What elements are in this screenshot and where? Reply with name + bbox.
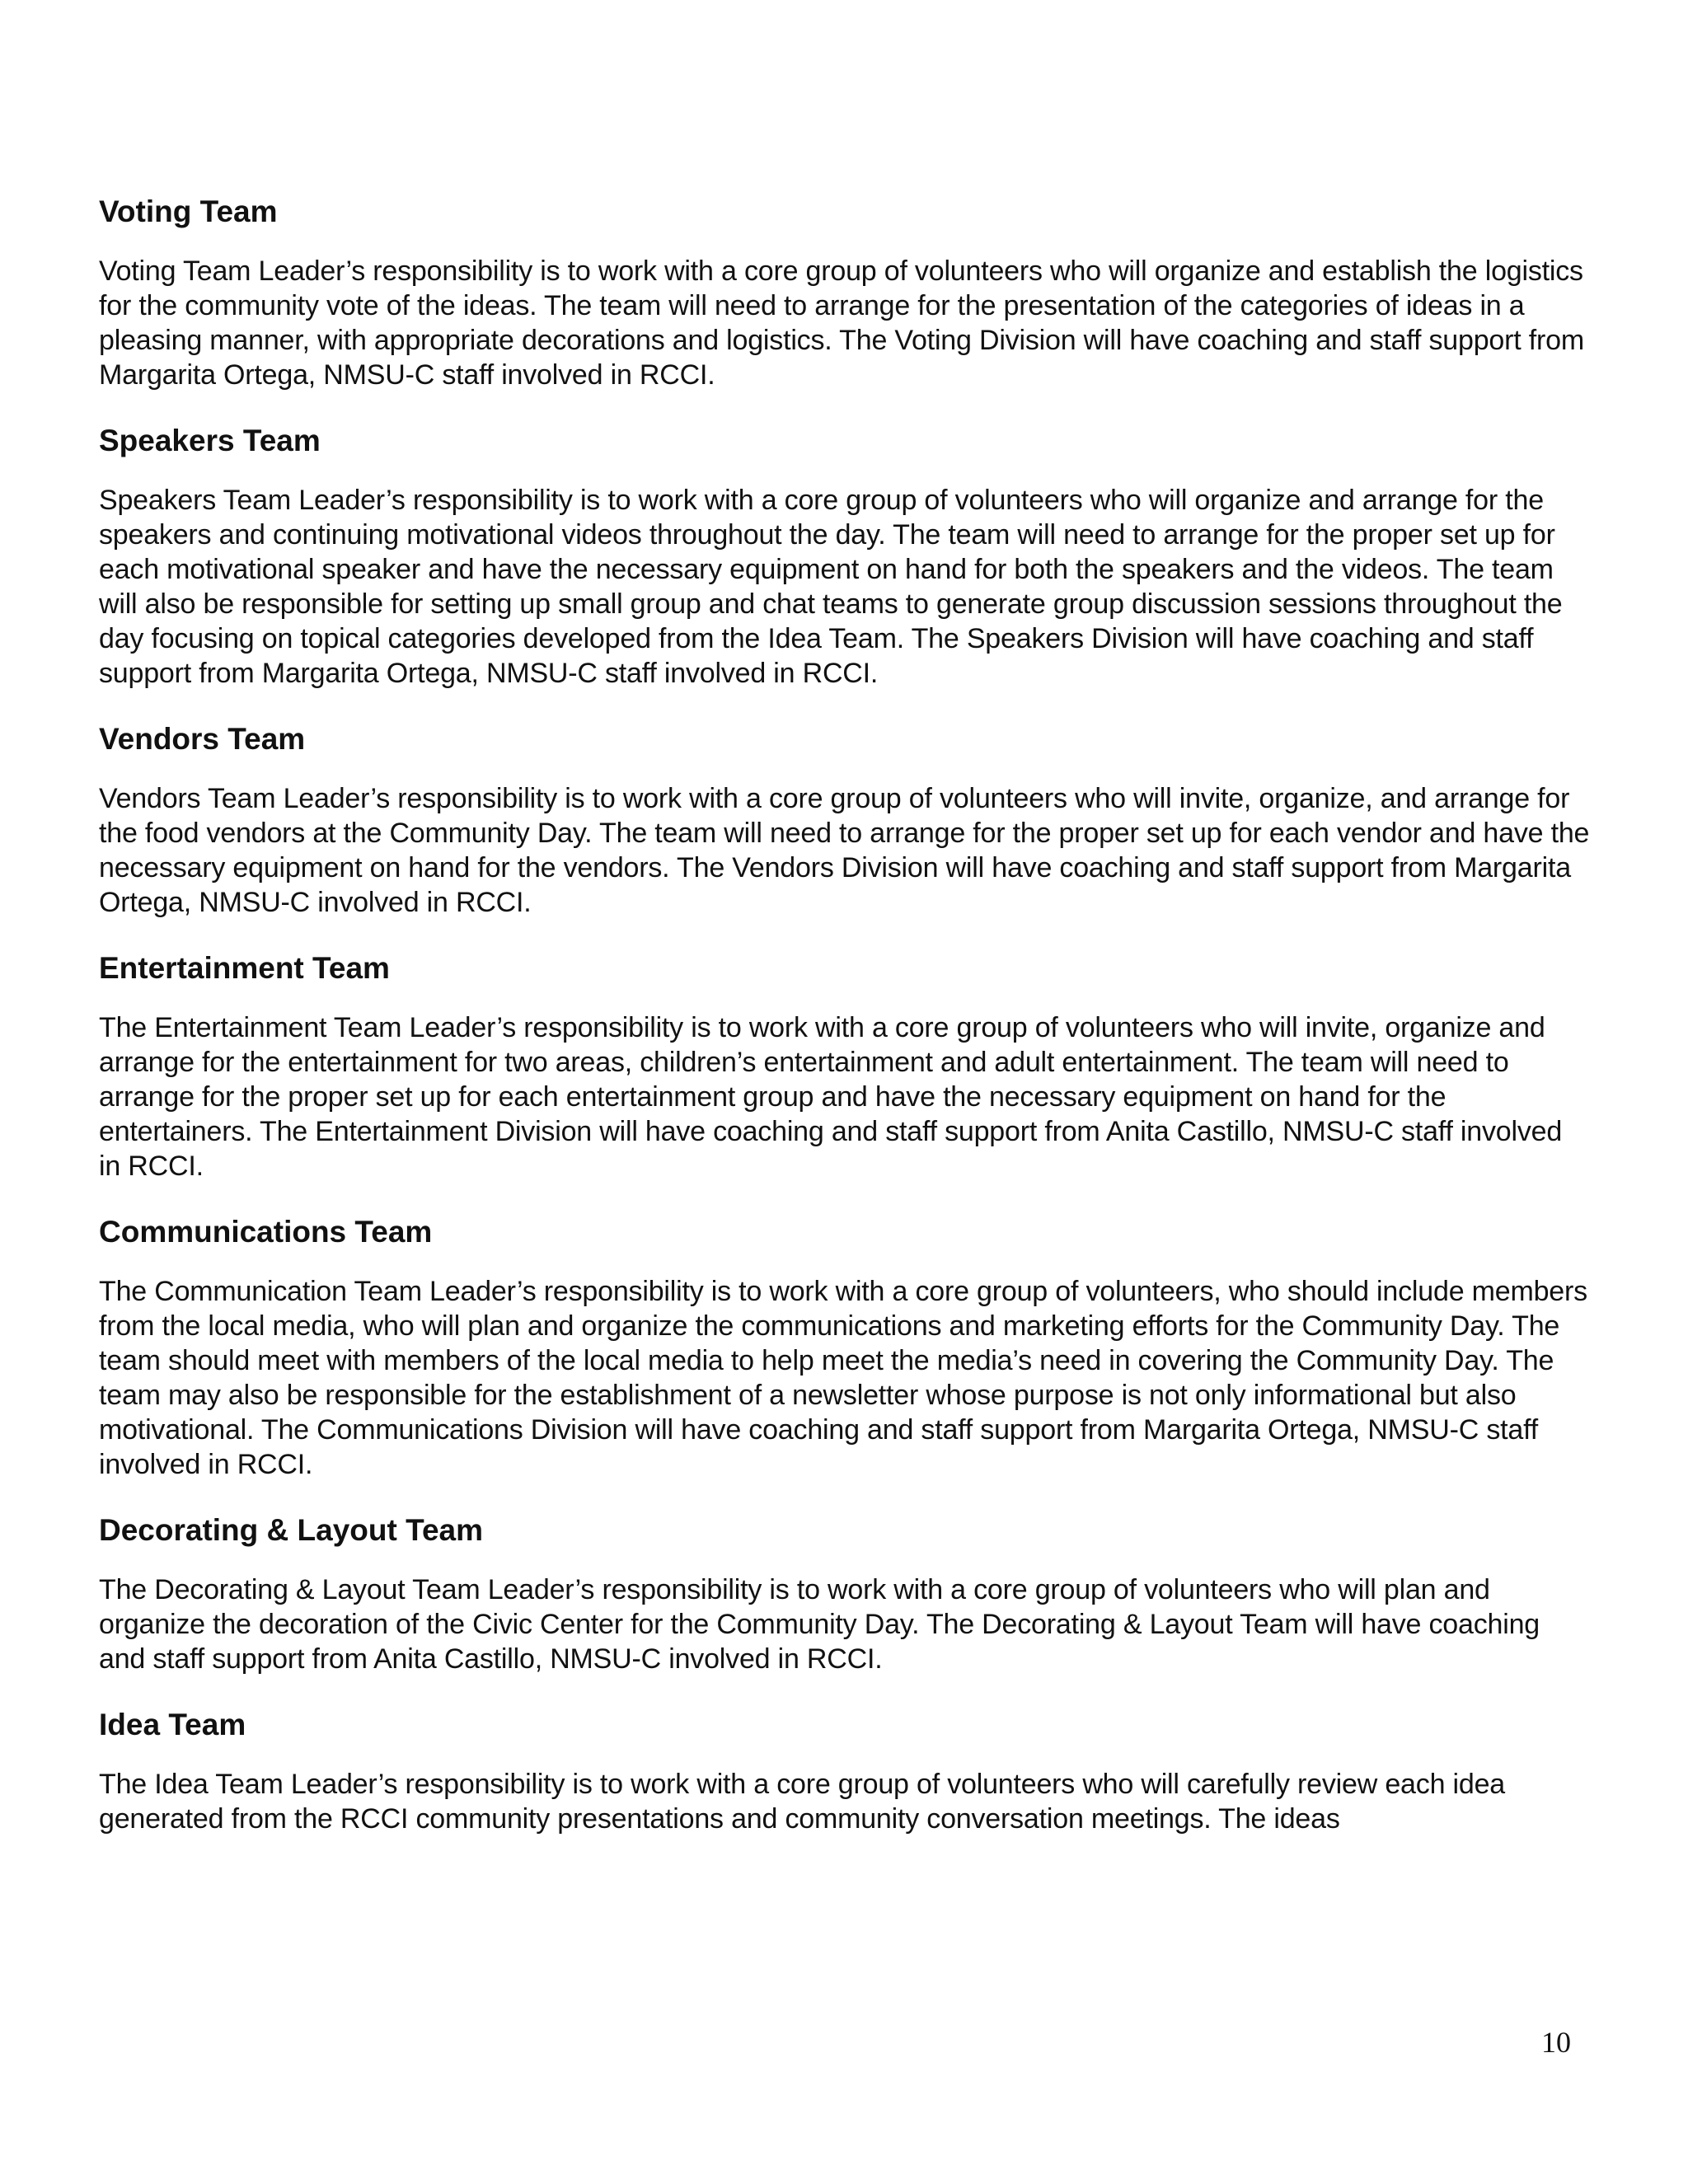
- section-heading: Vendors Team: [99, 722, 306, 756]
- section-vendors-team: [99, 719, 1591, 920]
- section-heading: Communications Team: [99, 1215, 433, 1249]
- section-decorating-layout-team: [99, 1510, 1591, 1676]
- section-paragraph: Speakers Team Leader’s responsibility is to work with a core group of volunteers who will organize and arrange for the speakers and continuing motivational videos throughout the day. The team will need to arrange for the proper set up for each motivational speaker and have the necessary equipment on hand for both the speakers and the videos. The team will also be responsible for setting up small group and chat teams to generate group discussion sessions throughout the day focusing on topical categories developed from the Idea Team. The Speakers Division will have coaching and staff support from Margarita Ortega, NMSU-C staff involved in RCCI.: [99, 485, 1563, 689]
- section-voting-team: [99, 191, 1591, 392]
- section-entertainment-team: [99, 948, 1591, 1183]
- document-page: [99, 191, 1591, 1864]
- section-paragraph: Vendors Team Leader’s responsibility is to work with a core group of volunteers who will invite, organize, and arrange for the food vendors at the Community Day. The team will need to arrange for the proper set up for each vendor and have the necessary equipment on hand for the vendors. The Vendors Division will have coaching and staff support from Margarita Ortega, NMSU-C involved in RCCI.: [99, 783, 1590, 918]
- section-idea-team: [99, 1704, 1591, 1836]
- section-paragraph: The Entertainment Team Leader’s responsibility is to work with a core group of volunteers who will invite, organize and arrange for the entertainment for two areas, children’s entertainment and adult entertainment. The team will need to arrange for the proper set up for each entertainment group and have the necessary equipment on hand for the entertainers. The Entertainment Division will have coaching and staff support from Anita Castillo, NMSU-C staff involved in RCCI.: [99, 1012, 1563, 1182]
- section-paragraph: The Decorating & Layout Team Leader’s responsibility is to work with a core group of volunteers who will plan and organize the decoration of the Civic Center for the Community Day. The Decorating & Layout Team will have coaching and staff support from Anita Castillo, NMSU-C involved in RCCI.: [99, 1574, 1540, 1675]
- section-speakers-team: [99, 420, 1591, 691]
- page-number: 10: [1541, 2026, 1571, 2059]
- section-heading: Speakers Team: [99, 424, 321, 457]
- section-paragraph: The Communication Team Leader’s responsibility is to work with a core group of volunteers, who should include members from the local media, who will plan and organize the communications and marketing efforts for the Community Day. The team should meet with members of the local media to help meet the media’s need in covering the Community Day. The team may also be responsible for the establishment of a newsletter whose purpose is not only informational but also motivational. The Communications Division will have coaching and staff support from Margarita Ortega, NMSU-C staff involved in RCCI.: [99, 1276, 1587, 1480]
- section-heading: Voting Team: [99, 194, 278, 228]
- section-heading: Decorating & Layout Team: [99, 1513, 484, 1547]
- section-paragraph: The Idea Team Leader’s responsibility is to work with a core group of volunteers who will carefully review each idea generated from the RCCI community presentations and community conversation meetings. The ideas: [99, 1769, 1506, 1835]
- section-heading: Idea Team: [99, 1708, 246, 1741]
- section-paragraph: Voting Team Leader’s responsibility is to work with a core group of volunteers who will organize and establish the logistics for the community vote of the ideas. The team will need to arrange for the presentation of the categories of ideas in a pleasing manner, with appropriate decorations and logistics. The Voting Division will have coaching and staff support from Margarita Ortega, NMSU-C staff involved in RCCI.: [99, 255, 1584, 391]
- section-communications-team: [99, 1212, 1591, 1482]
- section-heading: Entertainment Team: [99, 951, 390, 985]
